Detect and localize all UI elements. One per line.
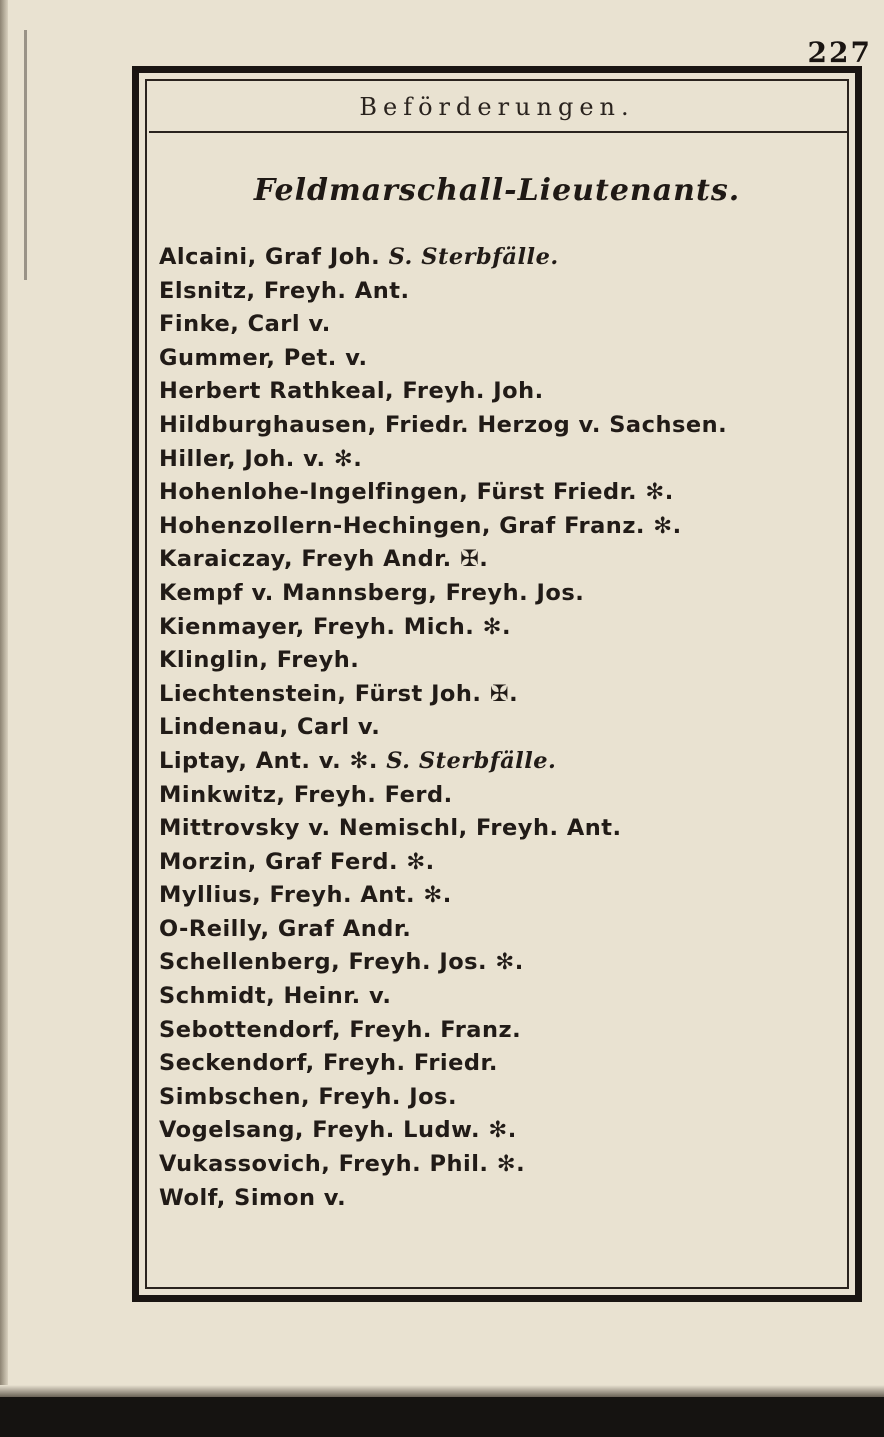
entry-name: Hildburghausen, Friedr. Herzog v. Sachsen. [159,411,728,438]
entry-name: Vogelsang, Freyh. Ludw. ✻. [159,1117,517,1144]
entry-name: Lindenau, Carl v. [159,714,381,741]
entry-name: Gummer, Pet. v. [159,344,368,371]
entry-note: S. Sterbfälle. [388,244,559,270]
entry-name: Wolf, Simon v. [159,1184,347,1211]
list-item [159,913,849,947]
list-item [159,779,849,813]
entry-name: Herbert Rathkeal, Freyh. Joh. [159,378,544,405]
list-item [159,745,849,779]
entry-name: Kempf v. Mannsberg, Freyh. Jos. [159,579,585,606]
entry-name: Simbschen, Freyh. Jos. [159,1083,457,1110]
list-item [159,1148,849,1182]
entry-name: Seckendorf, Freyh. Friedr. [159,1050,498,1077]
list-item [159,644,849,678]
page-shadow [0,1385,884,1397]
margin-rule [24,30,27,280]
entry-name: Hiller, Joh. v. ✻. [159,445,363,472]
list-item [159,241,849,275]
list-item [159,846,849,880]
entry-name: Elsnitz, Freyh. Ant. [159,277,410,304]
list-item [159,443,849,477]
entry-name: Schmidt, Heinr. v. [159,983,392,1010]
list-item [159,543,849,577]
entry-name: Klinglin, Freyh. [159,647,360,674]
page-gutter [0,0,8,1437]
list-item [159,308,849,342]
list-item [159,946,849,980]
scan-bottom-edge [0,1397,884,1437]
list-item [159,342,849,376]
entry-name: Mittrovsky v. Nemischl, Freyh. Ant. [159,815,622,842]
list-item [159,1047,849,1081]
list-item [159,375,849,409]
list-item [159,879,849,913]
running-header: Beförderungen. [359,93,635,121]
header-rule [149,131,849,133]
list-item [159,611,849,645]
entry-name: O-Reilly, Graf Andr. [159,915,412,942]
list-item [159,711,849,745]
section-heading: Feldmarschall-Lieutenants. [253,173,741,208]
page-number: 227 [807,36,872,69]
entry-name: Hohenlohe-Ingelfingen, Fürst Friedr. ✻. [159,479,674,506]
list-item [159,409,849,443]
entry-name: Myllius, Freyh. Ant. ✻. [159,882,452,909]
entry-name: Vukassovich, Freyh. Phil. ✻. [159,1151,526,1178]
list-item [159,510,849,544]
entry-name: Alcaini, Graf Joh. [159,244,381,270]
list-item [159,1182,849,1216]
entry-name: Hohenzollern-Hechingen, Graf Franz. ✻. [159,512,682,539]
entry-name: Liptay, Ant. v. ✻. [159,747,378,774]
list-item [159,1081,849,1115]
entry-name: Sebottendorf, Freyh. Franz. [159,1016,522,1043]
entry-name: Morzin, Graf Ferd. ✻. [159,848,435,875]
entry-note: S. Sterbfälle. [386,747,557,774]
entry-name: Kienmayer, Freyh. Mich. ✻. [159,613,512,640]
entry-name: Schellenberg, Freyh. Jos. ✻. [159,949,524,976]
entry-list [159,241,849,1215]
list-item [159,476,849,510]
list-item [159,1114,849,1148]
entry-name: Finke, Carl v. [159,311,331,338]
list-item [159,577,849,611]
entry-name: Karaiczay, Freyh Andr. ✠. [159,546,489,573]
entry-name: Liechtenstein, Fürst Joh. ✠. [159,680,519,707]
list-item [159,275,849,309]
list-item [159,980,849,1014]
page-frame [132,66,862,1302]
list-item [159,678,849,712]
list-item [159,812,849,846]
entry-name: Minkwitz, Freyh. Ferd. [159,781,453,808]
list-item [159,1014,849,1048]
